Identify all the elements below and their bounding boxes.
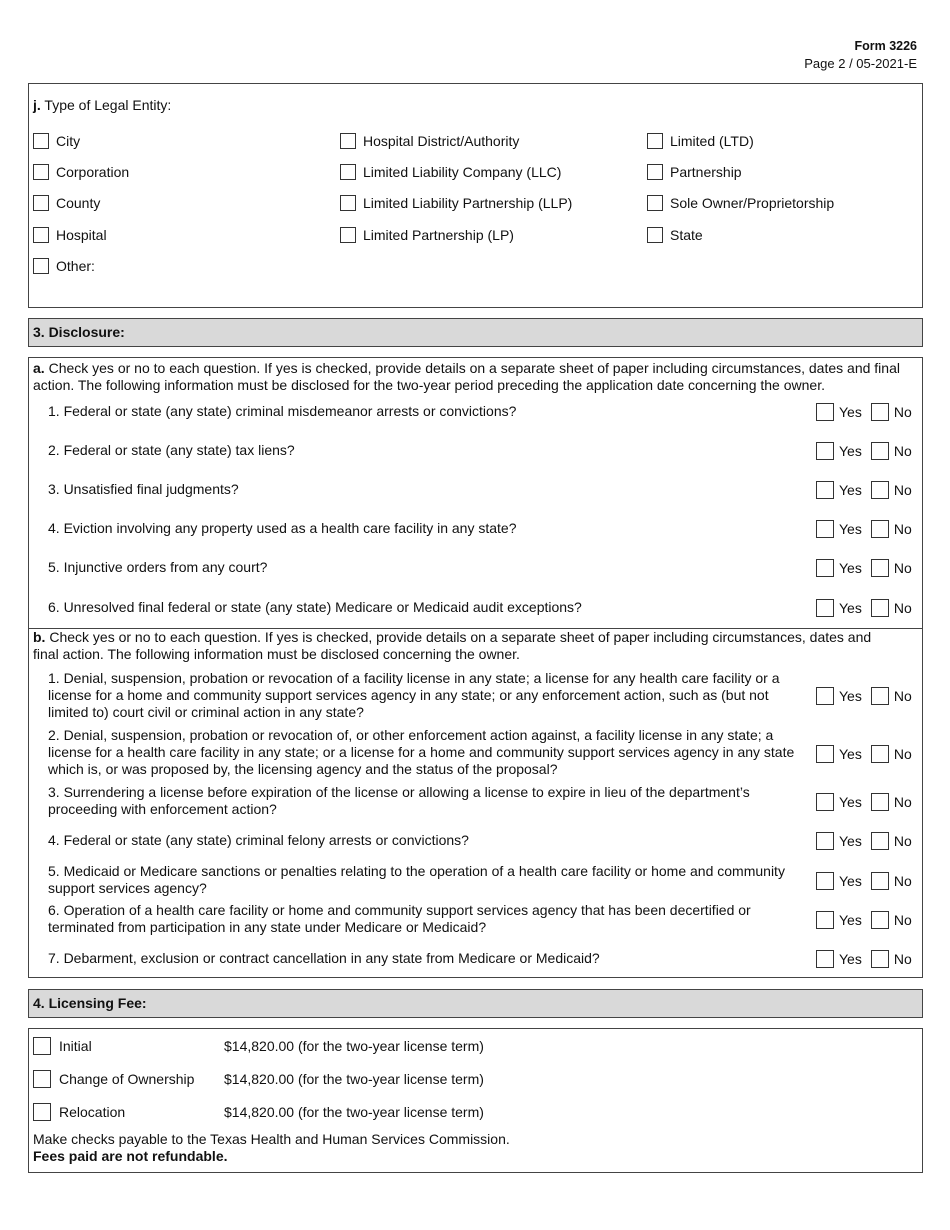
question-a4: 4. Eviction involving any property used as a health care facility in any state? [48, 520, 517, 536]
no-checkbox[interactable] [871, 442, 889, 460]
no-checkbox[interactable] [871, 687, 889, 705]
yes-no-a5[interactable]: Yes No [816, 559, 912, 577]
checkbox[interactable] [33, 227, 49, 243]
no-checkbox[interactable] [871, 481, 889, 499]
disclosure-b-intro: b. Check yes or no to each question. If yes is checked, provide details on a separate sheet of paper including circumstances, dates and final action. The following information must be disclosed concerning the owner. [33, 629, 872, 662]
yes-checkbox[interactable] [816, 687, 834, 705]
question-b1: 1. Denial, suspension, probation or revocation of a facility license in any state; a license for any health care facility or a license for a home and community support services agency in any state; or any enforcement action, such as (but not limited to) court civil or criminal action in any state? [48, 670, 780, 720]
refund-note: Fees paid are not refundable. [33, 1148, 228, 1164]
yes-checkbox[interactable] [816, 599, 834, 617]
yes-no-b6[interactable]: Yes No [816, 911, 912, 929]
yes-no-a4[interactable]: Yes No [816, 520, 912, 538]
fee-note [33, 1131, 510, 1165]
no-checkbox[interactable] [871, 911, 889, 929]
checkbox[interactable] [340, 133, 356, 149]
checkbox[interactable] [33, 1070, 51, 1088]
checkbox[interactable] [33, 164, 49, 180]
legal-entity-label: j. Type of Legal Entity: [33, 97, 172, 113]
page-info: Page 2 / 05-2021-E [804, 56, 917, 71]
yes-no-b1[interactable]: Yes No [816, 687, 912, 705]
disclosure-section [28, 357, 923, 978]
yes-no-b7[interactable]: Yes No [816, 950, 912, 968]
licensing-fee-heading: 4. Licensing Fee: [28, 989, 923, 1018]
yes-no-a2[interactable]: Yes No [816, 442, 912, 460]
yes-no-b2[interactable]: Yes No [816, 745, 912, 763]
question-a5: 5. Injunctive orders from any court? [48, 559, 268, 575]
no-checkbox[interactable] [871, 403, 889, 421]
entity-option-partnership[interactable]: Partnership [647, 163, 742, 181]
yes-checkbox[interactable] [816, 911, 834, 929]
fee-option-relocation[interactable]: Relocation $14,820.00 (for the two-year license term) [33, 1103, 125, 1121]
question-a6: 6. Unresolved final federal or state (any state) Medicare or Medicaid audit exceptions? [48, 599, 582, 615]
entity-option-hospital[interactable]: Hospital [33, 226, 107, 244]
disclosure-heading: 3. Disclosure: [28, 318, 923, 347]
form-number: Form 3226 [854, 39, 917, 53]
entity-option-city[interactable]: City [33, 132, 80, 150]
payable-note: Make checks payable to the Texas Health and Human Services Commission. [33, 1131, 510, 1147]
fee-amount: $14,820.00 (for the two-year license term) [224, 1104, 484, 1120]
disclosure-a-intro: a. Check yes or no to each question. If yes is checked, provide details on a separate sheet of paper including circumstances, dates and final action. The following information must be disclosed for the two-year period preceding the application date concerning the owner. [33, 360, 900, 393]
yes-checkbox[interactable] [816, 403, 834, 421]
checkbox[interactable] [647, 133, 663, 149]
checkbox[interactable] [647, 227, 663, 243]
yes-checkbox[interactable] [816, 559, 834, 577]
form-header [804, 38, 917, 72]
fee-option-initial[interactable]: Initial $14,820.00 (for the two-year license term) [33, 1037, 92, 1055]
entity-option-sole-owner[interactable]: Sole Owner/Proprietorship [647, 194, 834, 212]
question-a3: 3. Unsatisfied final judgments? [48, 481, 239, 497]
entity-option-state[interactable]: State [647, 226, 703, 244]
yes-checkbox[interactable] [816, 832, 834, 850]
yes-no-b5[interactable]: Yes No [816, 872, 912, 890]
no-checkbox[interactable] [871, 520, 889, 538]
yes-checkbox[interactable] [816, 481, 834, 499]
checkbox[interactable] [33, 1103, 51, 1121]
entity-option-ltd[interactable]: Limited (LTD) [647, 132, 754, 150]
question-b3: 3. Surrendering a license before expiration of the license or allowing a license to expire in lieu of the department’s proceeding with enforcement action? [48, 784, 750, 817]
question-a1: 1. Federal or state (any state) criminal misdemeanor arrests or convictions? [48, 403, 517, 419]
checkbox[interactable] [340, 164, 356, 180]
question-b4: 4. Federal or state (any state) criminal felony arrests or convictions? [48, 832, 469, 848]
checkbox[interactable] [33, 1037, 51, 1055]
entity-option-county[interactable]: County [33, 194, 100, 212]
yes-no-a6[interactable]: Yes No [816, 599, 912, 617]
yes-no-a3[interactable]: Yes No [816, 481, 912, 499]
no-checkbox[interactable] [871, 599, 889, 617]
no-checkbox[interactable] [871, 559, 889, 577]
question-b2: 2. Denial, suspension, probation or revocation of, or other enforcement action against, a facility license in any state; a license for a health care facility in any state; or a license for a home and community support services agency in any state which is, or was proposed by, the licensing agency and the status of the proposal? [48, 727, 795, 777]
fee-amount: $14,820.00 (for the two-year license term) [224, 1038, 484, 1054]
question-b7: 7. Debarment, exclusion or contract cancellation in any state from Medicare or Medicaid? [48, 950, 600, 966]
question-b5: 5. Medicaid or Medicare sanctions or penalties relating to the operation of a health care facility or home and community support services agency? [48, 863, 785, 896]
yes-checkbox[interactable] [816, 950, 834, 968]
no-checkbox[interactable] [871, 872, 889, 890]
yes-no-b4[interactable]: Yes No [816, 832, 912, 850]
checkbox[interactable] [33, 195, 49, 211]
question-b6: 6. Operation of a health care facility or home and community support services agency that has been decertified or terminated from participation in any state under Medicare or Medicaid? [48, 902, 751, 935]
fee-option-change-of-ownership[interactable]: Change of Ownership $14,820.00 (for the two-year license term) [33, 1070, 194, 1088]
yes-checkbox[interactable] [816, 520, 834, 538]
fee-amount: $14,820.00 (for the two-year license term) [224, 1071, 484, 1087]
yes-no-a1[interactable]: Yes No [816, 403, 912, 421]
yes-no-b3[interactable]: Yes No [816, 793, 912, 811]
no-checkbox[interactable] [871, 950, 889, 968]
yes-checkbox[interactable] [816, 745, 834, 763]
checkbox[interactable] [340, 195, 356, 211]
entity-option-llc[interactable]: Limited Liability Company (LLC) [340, 163, 561, 181]
entity-option-other[interactable]: Other: [33, 257, 95, 275]
yes-checkbox[interactable] [816, 442, 834, 460]
checkbox[interactable] [33, 258, 49, 274]
checkbox[interactable] [340, 227, 356, 243]
yes-checkbox[interactable] [816, 872, 834, 890]
entity-option-hospital-district[interactable]: Hospital District/Authority [340, 132, 519, 150]
yes-checkbox[interactable] [816, 793, 834, 811]
no-checkbox[interactable] [871, 745, 889, 763]
checkbox[interactable] [33, 133, 49, 149]
entity-option-corporation[interactable]: Corporation [33, 163, 129, 181]
entity-option-llp[interactable]: Limited Liability Partnership (LLP) [340, 194, 572, 212]
no-checkbox[interactable] [871, 793, 889, 811]
licensing-fee-section [28, 1028, 923, 1173]
legal-entity-section [28, 83, 923, 308]
question-a2: 2. Federal or state (any state) tax liens? [48, 442, 295, 458]
entity-option-lp[interactable]: Limited Partnership (LP) [340, 226, 514, 244]
checkbox[interactable] [647, 195, 663, 211]
no-checkbox[interactable] [871, 832, 889, 850]
checkbox[interactable] [647, 164, 663, 180]
